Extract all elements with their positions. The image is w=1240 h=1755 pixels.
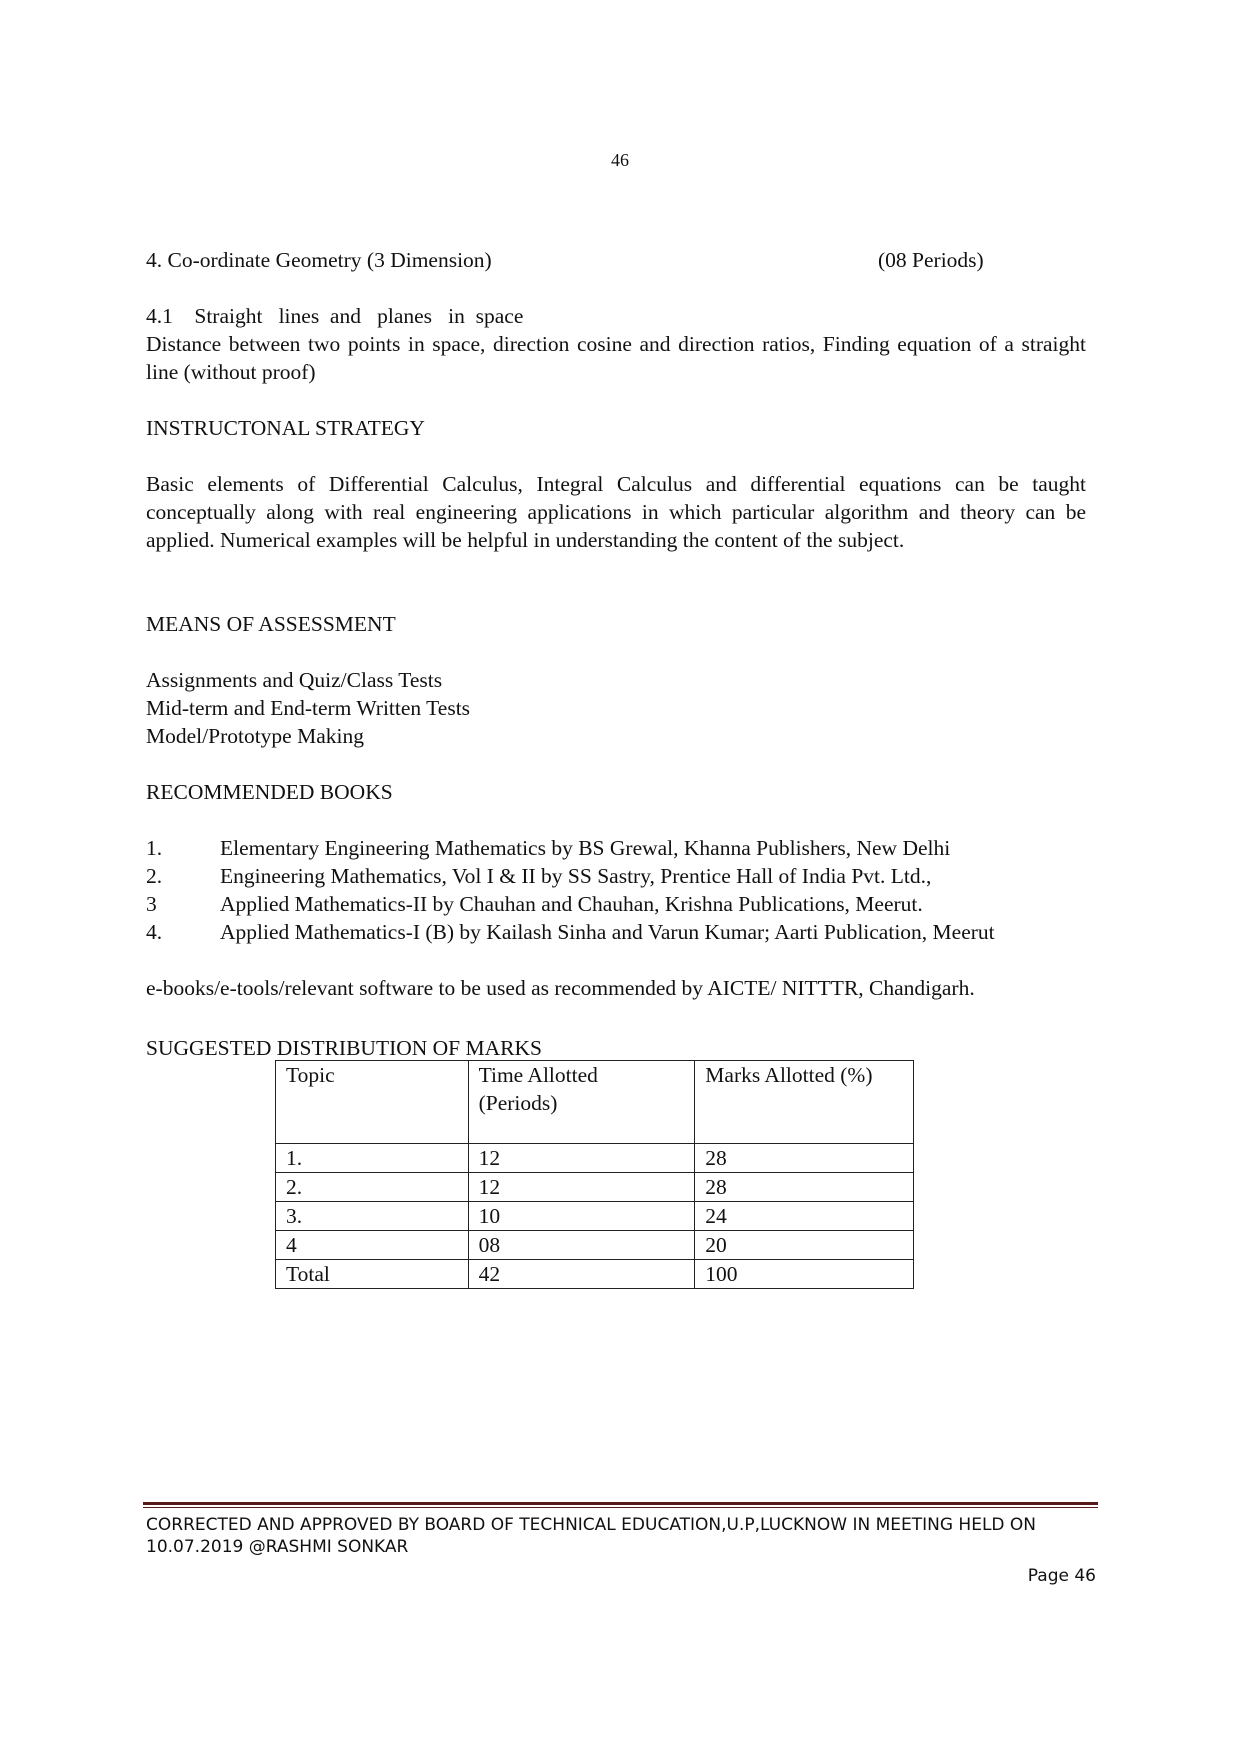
section-title: 4. Co-ordinate Geometry (3 Dimension) [146,248,492,272]
footer-divider-thin [143,1507,1098,1508]
sub-heading: 4.1 Straight lines and planes in space [146,304,524,328]
strategy-heading: INSTRUCTONAL STRATEGY [146,416,425,440]
assessment-item: Mid-term and End-term Written Tests [146,696,471,720]
cell-time: 10 [468,1202,695,1231]
footer-divider [143,1502,1098,1505]
footer-text-line2: 10.07.2019 @RASHMI SONKAR [146,1537,409,1557]
cell-time: 42 [468,1260,695,1289]
cell-topic: 1. [276,1144,469,1173]
cell-topic: 4 [276,1231,469,1260]
header-marks: Marks Allotted (%) [695,1061,914,1144]
assessment-item: Assignments and Quiz/Class Tests [146,668,443,692]
table-row [276,1231,914,1260]
section-periods: (08 Periods) [878,248,984,272]
cell-topic: 3. [276,1202,469,1231]
cell-time: 12 [468,1173,695,1202]
book-item [146,918,1046,946]
cell-marks: 28 [695,1144,914,1173]
footer-page-label: Page 46 [1027,1566,1096,1586]
table-row [276,1173,914,1202]
strategy-text: Basic elements of Differential Calculus, Integral Calculus and differential equations can be taught conceptually along with real engineering applications in which particular algorithm and theory can be applied. Numerical examples will be helpful in understanding the content of the subject. [146,472,1086,552]
table-row-total [276,1260,914,1289]
header-topic: Topic [276,1061,469,1144]
header-time: Time Allotted (Periods) [468,1061,695,1144]
cell-marks: 20 [695,1231,914,1260]
cell-marks: 24 [695,1202,914,1231]
cell-marks: 100 [695,1260,914,1289]
books-note: e-books/e-tools/relevant software to be used as recommended by AICTE/ NITTTR, Chandigarh. [146,976,975,1000]
cell-time: 08 [468,1231,695,1260]
table-header-row [276,1061,914,1144]
books-heading: RECOMMENDED BOOKS [146,780,393,804]
marks-heading: SUGGESTED DISTRIBUTION OF MARKS [146,1036,542,1060]
book-item [146,834,1086,862]
sub-text: Distance between two points in space, direction cosine and direction ratios, Finding equation of a straight line (without proof) [146,332,1086,384]
marks-table [275,1060,914,1289]
cell-time: 12 [468,1144,695,1173]
book-item [146,862,1086,890]
book-text: Elementary Engineering Mathematics by BS Grewal, Khanna Publishers, New Delhi [220,836,951,860]
book-text: Applied Mathematics-II by Chauhan and Chauhan, Krishna Publications, Meerut. [220,892,923,916]
book-number: 3 [146,892,157,916]
table-row [276,1144,914,1173]
cell-marks: 28 [695,1173,914,1202]
book-text: Engineering Mathematics, Vol I & II by SS Sastry, Prentice Hall of India Pvt. Ltd., [220,864,932,888]
cell-topic: 2. [276,1173,469,1202]
assessment-heading: MEANS OF ASSESSMENT [146,612,396,636]
assessment-item: Model/Prototype Making [146,724,364,748]
cell-topic: Total [276,1260,469,1289]
table-row [276,1202,914,1231]
footer-text-line1: CORRECTED AND APPROVED BY BOARD OF TECHNICAL EDUCATION,U.P,LUCKNOW IN MEETING HELD ON [146,1515,1037,1535]
book-number: 4. [146,920,163,944]
book-number: 1. [146,836,163,860]
book-number: 2. [146,864,163,888]
book-item [146,890,1086,918]
page-number-top: 46 [611,150,629,170]
book-text: Applied Mathematics-I (B) by Kailash Sinha and Varun Kumar; Aarti Publication, Meerut [220,920,995,944]
